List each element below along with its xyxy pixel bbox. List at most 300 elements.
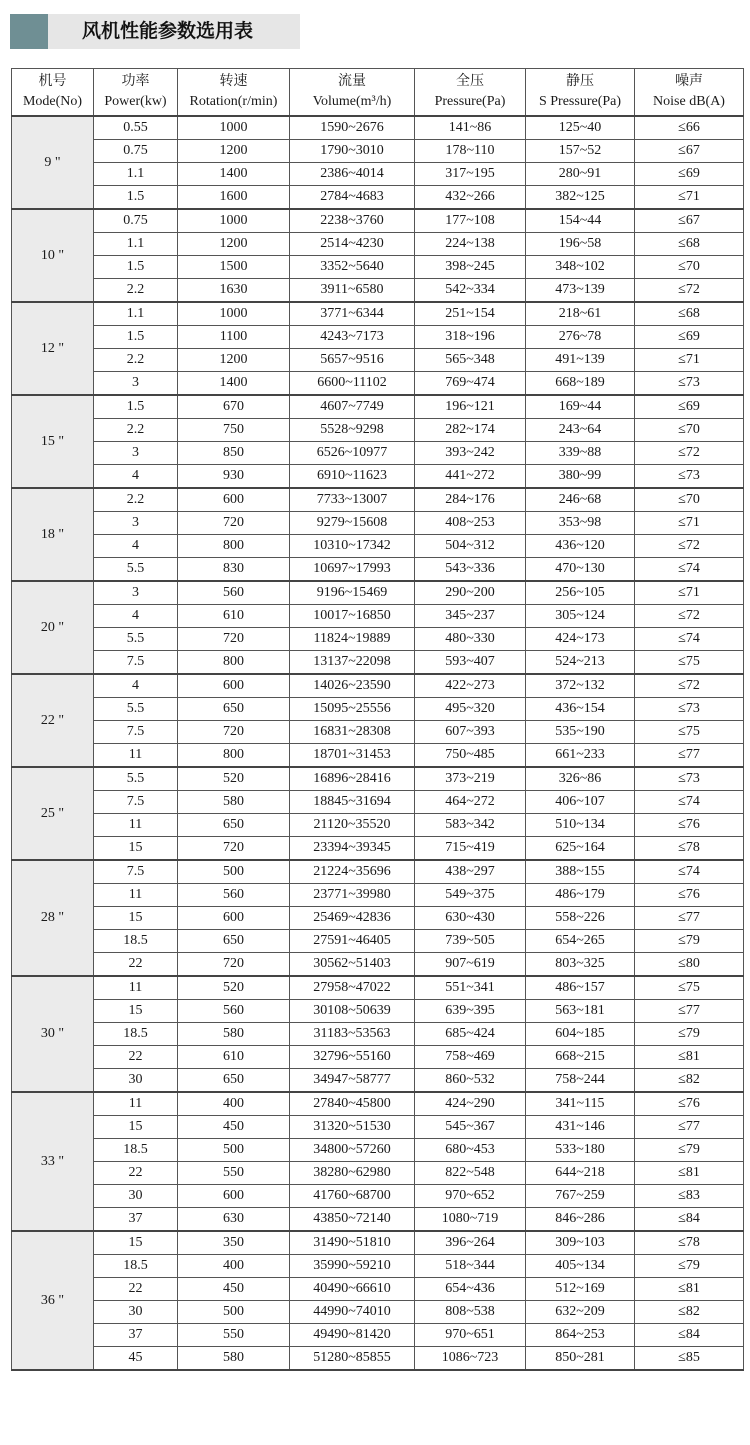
noise-cell: ≤78 (635, 837, 744, 861)
rotation-cell: 600 (178, 488, 290, 512)
table-row (12, 976, 744, 1000)
header-power-zh: 功率 (121, 74, 150, 89)
static-pressure-cell: 218~61 (526, 302, 635, 326)
pressure-cell: 565~348 (415, 349, 526, 372)
pressure-cell: 438~297 (415, 860, 526, 884)
volume-cell: 2514~4230 (290, 233, 415, 256)
table-row (12, 767, 744, 791)
static-pressure-cell: 305~124 (526, 605, 635, 628)
table-row (12, 698, 744, 721)
power-cell: 11 (94, 1092, 178, 1116)
pressure-cell: 480~330 (415, 628, 526, 651)
power-cell: 1.1 (94, 163, 178, 186)
table-row (12, 674, 744, 698)
power-cell: 2.2 (94, 279, 178, 303)
power-cell: 30 (94, 1069, 178, 1093)
power-cell: 37 (94, 1324, 178, 1347)
rotation-cell: 720 (178, 512, 290, 535)
volume-cell: 43850~72140 (290, 1208, 415, 1232)
noise-cell: ≤82 (635, 1301, 744, 1324)
static-pressure-cell: 486~157 (526, 976, 635, 1000)
volume-cell: 16831~28308 (290, 721, 415, 744)
power-cell: 0.75 (94, 209, 178, 233)
table-row (12, 419, 744, 442)
volume-cell: 35990~59210 (290, 1255, 415, 1278)
power-cell: 11 (94, 814, 178, 837)
static-pressure-cell: 625~164 (526, 837, 635, 861)
table-row (12, 1162, 744, 1185)
model-cell: 33 " (12, 1092, 94, 1231)
model-cell: 36 " (12, 1231, 94, 1370)
table-row (12, 1185, 744, 1208)
volume-cell: 51280~85855 (290, 1347, 415, 1371)
header-static-pressure-en: S Pressure(Pa) (538, 94, 622, 109)
static-pressure-cell: 846~286 (526, 1208, 635, 1232)
pressure-cell: 822~548 (415, 1162, 526, 1185)
static-pressure-cell: 125~40 (526, 116, 635, 140)
table-row (12, 279, 744, 303)
static-pressure-cell: 604~185 (526, 1023, 635, 1046)
rotation-cell: 400 (178, 1255, 290, 1278)
table-row (12, 233, 744, 256)
pressure-cell: 318~196 (415, 326, 526, 349)
rotation-cell: 650 (178, 698, 290, 721)
noise-cell: ≤79 (635, 1139, 744, 1162)
pressure-cell: 464~272 (415, 791, 526, 814)
power-cell: 11 (94, 976, 178, 1000)
power-cell: 15 (94, 907, 178, 930)
pressure-cell: 422~273 (415, 674, 526, 698)
rotation-cell: 800 (178, 651, 290, 675)
power-cell: 15 (94, 1000, 178, 1023)
static-pressure-cell: 563~181 (526, 1000, 635, 1023)
pressure-cell: 630~430 (415, 907, 526, 930)
table-row (12, 1255, 744, 1278)
power-cell: 3 (94, 372, 178, 396)
power-cell: 45 (94, 1347, 178, 1371)
static-pressure-cell: 348~102 (526, 256, 635, 279)
power-cell: 15 (94, 1231, 178, 1255)
noise-cell: ≤73 (635, 372, 744, 396)
table-row (12, 791, 744, 814)
noise-cell: ≤71 (635, 186, 744, 210)
noise-cell: ≤81 (635, 1046, 744, 1069)
volume-cell: 16896~28416 (290, 767, 415, 791)
table-row (12, 256, 744, 279)
header-volume-en: Volume(m³/h) (312, 94, 392, 109)
rotation-cell: 610 (178, 1046, 290, 1069)
rotation-cell: 650 (178, 930, 290, 953)
rotation-cell: 670 (178, 395, 290, 419)
noise-cell: ≤84 (635, 1324, 744, 1347)
static-pressure-cell: 256~105 (526, 581, 635, 605)
noise-cell: ≤77 (635, 907, 744, 930)
volume-cell: 3911~6580 (290, 279, 415, 303)
noise-cell: ≤79 (635, 1255, 744, 1278)
static-pressure-cell: 767~259 (526, 1185, 635, 1208)
volume-cell: 30562~51403 (290, 953, 415, 977)
noise-cell: ≤72 (635, 442, 744, 465)
table-row (12, 209, 744, 233)
table-row (12, 744, 744, 768)
rotation-cell: 1600 (178, 186, 290, 210)
noise-cell: ≤79 (635, 930, 744, 953)
power-cell: 37 (94, 1208, 178, 1232)
pressure-cell: 543~336 (415, 558, 526, 582)
header-volume-zh: 流量 (338, 74, 366, 89)
static-pressure-cell: 280~91 (526, 163, 635, 186)
volume-cell: 9196~15469 (290, 581, 415, 605)
rotation-cell: 610 (178, 605, 290, 628)
volume-cell: 21120~35520 (290, 814, 415, 837)
title-bar (10, 14, 300, 49)
rotation-cell: 630 (178, 1208, 290, 1232)
static-pressure-cell: 654~265 (526, 930, 635, 953)
table-row (12, 395, 744, 419)
rotation-cell: 600 (178, 907, 290, 930)
pressure-cell: 542~334 (415, 279, 526, 303)
header-pressure (415, 69, 526, 117)
power-cell: 18.5 (94, 1255, 178, 1278)
table-row (12, 628, 744, 651)
pressure-cell: 593~407 (415, 651, 526, 675)
noise-cell: ≤73 (635, 698, 744, 721)
rotation-cell: 1200 (178, 140, 290, 163)
pressure-cell: 396~264 (415, 1231, 526, 1255)
model-cell: 22 " (12, 674, 94, 767)
pressure-cell: 290~200 (415, 581, 526, 605)
header-noise-zh: 噪声 (675, 74, 703, 89)
static-pressure-cell: 632~209 (526, 1301, 635, 1324)
table-row (12, 1301, 744, 1324)
pressure-cell: 551~341 (415, 976, 526, 1000)
static-pressure-cell: 353~98 (526, 512, 635, 535)
pressure-cell: 282~174 (415, 419, 526, 442)
pressure-cell: 639~395 (415, 1000, 526, 1023)
table-row (12, 488, 744, 512)
volume-cell: 40490~66610 (290, 1278, 415, 1301)
table-row (12, 930, 744, 953)
model-cell: 18 " (12, 488, 94, 581)
power-cell: 3 (94, 512, 178, 535)
noise-cell: ≤70 (635, 488, 744, 512)
model-cell: 28 " (12, 860, 94, 976)
static-pressure-cell: 512~169 (526, 1278, 635, 1301)
rotation-cell: 720 (178, 837, 290, 861)
volume-cell: 27591~46405 (290, 930, 415, 953)
header-power (94, 69, 178, 117)
rotation-cell: 500 (178, 1301, 290, 1324)
volume-cell: 5528~9298 (290, 419, 415, 442)
volume-cell: 31490~51810 (290, 1231, 415, 1255)
model-group (12, 674, 744, 767)
table-row (12, 953, 744, 977)
pressure-cell: 654~436 (415, 1278, 526, 1301)
rotation-cell: 450 (178, 1116, 290, 1139)
pressure-cell: 549~375 (415, 884, 526, 907)
table-row (12, 535, 744, 558)
table-row (12, 558, 744, 582)
pressure-cell: 808~538 (415, 1301, 526, 1324)
table-row (12, 326, 744, 349)
pressure-cell: 739~505 (415, 930, 526, 953)
power-cell: 2.2 (94, 488, 178, 512)
noise-cell: ≤75 (635, 651, 744, 675)
power-cell: 18.5 (94, 1023, 178, 1046)
volume-cell: 2238~3760 (290, 209, 415, 233)
noise-cell: ≤71 (635, 349, 744, 372)
volume-cell: 5657~9516 (290, 349, 415, 372)
table-row (12, 1347, 744, 1371)
volume-cell: 31183~53563 (290, 1023, 415, 1046)
static-pressure-cell: 473~139 (526, 279, 635, 303)
model-cell: 30 " (12, 976, 94, 1092)
power-cell: 5.5 (94, 628, 178, 651)
rotation-cell: 500 (178, 1139, 290, 1162)
volume-cell: 23771~39980 (290, 884, 415, 907)
header-volume (290, 69, 415, 117)
header-rotation (178, 69, 290, 117)
power-cell: 1.1 (94, 233, 178, 256)
volume-cell: 4607~7749 (290, 395, 415, 419)
header-noise-en: Noise dB(A) (653, 94, 725, 109)
volume-cell: 49490~81420 (290, 1324, 415, 1347)
rotation-cell: 580 (178, 1023, 290, 1046)
rotation-cell: 720 (178, 628, 290, 651)
volume-cell: 27958~47022 (290, 976, 415, 1000)
model-group (12, 116, 744, 209)
power-cell: 18.5 (94, 930, 178, 953)
pressure-cell: 345~237 (415, 605, 526, 628)
static-pressure-cell: 850~281 (526, 1347, 635, 1371)
static-pressure-cell: 668~215 (526, 1046, 635, 1069)
pressure-cell: 545~367 (415, 1116, 526, 1139)
table-row (12, 442, 744, 465)
pressure-cell: 970~652 (415, 1185, 526, 1208)
table-row (12, 860, 744, 884)
noise-cell: ≤73 (635, 767, 744, 791)
model-group (12, 1231, 744, 1370)
power-cell: 2.2 (94, 419, 178, 442)
pressure-cell: 495~320 (415, 698, 526, 721)
noise-cell: ≤68 (635, 302, 744, 326)
pressure-cell: 715~419 (415, 837, 526, 861)
table-row (12, 140, 744, 163)
static-pressure-cell: 661~233 (526, 744, 635, 768)
power-cell: 7.5 (94, 721, 178, 744)
static-pressure-cell: 758~244 (526, 1069, 635, 1093)
static-pressure-cell: 380~99 (526, 465, 635, 489)
power-cell: 3 (94, 581, 178, 605)
noise-cell: ≤69 (635, 326, 744, 349)
static-pressure-cell: 326~86 (526, 767, 635, 791)
rotation-cell: 560 (178, 581, 290, 605)
pressure-cell: 860~532 (415, 1069, 526, 1093)
static-pressure-cell: 535~190 (526, 721, 635, 744)
pressure-cell: 408~253 (415, 512, 526, 535)
model-group (12, 488, 744, 581)
rotation-cell: 500 (178, 860, 290, 884)
rotation-cell: 850 (178, 442, 290, 465)
noise-cell: ≤72 (635, 535, 744, 558)
pressure-cell: 284~176 (415, 488, 526, 512)
static-pressure-cell: 196~58 (526, 233, 635, 256)
rotation-cell: 350 (178, 1231, 290, 1255)
table-row (12, 605, 744, 628)
model-cell: 12 " (12, 302, 94, 395)
noise-cell: ≤83 (635, 1185, 744, 1208)
volume-cell: 4243~7173 (290, 326, 415, 349)
power-cell: 4 (94, 465, 178, 489)
noise-cell: ≤77 (635, 1000, 744, 1023)
volume-cell: 23394~39345 (290, 837, 415, 861)
power-cell: 11 (94, 884, 178, 907)
static-pressure-cell: 406~107 (526, 791, 635, 814)
noise-cell: ≤70 (635, 419, 744, 442)
static-pressure-cell: 276~78 (526, 326, 635, 349)
pressure-cell: 251~154 (415, 302, 526, 326)
noise-cell: ≤74 (635, 791, 744, 814)
rotation-cell: 400 (178, 1092, 290, 1116)
model-group (12, 581, 744, 674)
power-cell: 0.55 (94, 116, 178, 140)
static-pressure-cell: 372~132 (526, 674, 635, 698)
model-cell: 9 " (12, 116, 94, 209)
noise-cell: ≤75 (635, 976, 744, 1000)
table-row (12, 721, 744, 744)
noise-cell: ≤67 (635, 209, 744, 233)
noise-cell: ≤79 (635, 1023, 744, 1046)
table-row (12, 465, 744, 489)
noise-cell: ≤74 (635, 628, 744, 651)
volume-cell: 7733~13007 (290, 488, 415, 512)
rotation-cell: 1000 (178, 302, 290, 326)
pressure-cell: 685~424 (415, 1023, 526, 1046)
volume-cell: 21224~35696 (290, 860, 415, 884)
noise-cell: ≤72 (635, 605, 744, 628)
page-title: 风机性能参数选用表 (82, 20, 254, 42)
power-cell: 4 (94, 535, 178, 558)
noise-cell: ≤78 (635, 1231, 744, 1255)
static-pressure-cell: 436~154 (526, 698, 635, 721)
header-rotation-en: Rotation(r/min) (189, 94, 278, 109)
noise-cell: ≤85 (635, 1347, 744, 1371)
rotation-cell: 550 (178, 1162, 290, 1185)
static-pressure-cell: 382~125 (526, 186, 635, 210)
rotation-cell: 930 (178, 465, 290, 489)
rotation-cell: 550 (178, 1324, 290, 1347)
table-row (12, 1116, 744, 1139)
rotation-cell: 830 (178, 558, 290, 582)
rotation-cell: 560 (178, 1000, 290, 1023)
pressure-cell: 583~342 (415, 814, 526, 837)
rotation-cell: 800 (178, 535, 290, 558)
static-pressure-cell: 533~180 (526, 1139, 635, 1162)
rotation-cell: 1200 (178, 349, 290, 372)
volume-cell: 30108~50639 (290, 1000, 415, 1023)
rotation-cell: 520 (178, 767, 290, 791)
pressure-cell: 504~312 (415, 535, 526, 558)
static-pressure-cell: 154~44 (526, 209, 635, 233)
noise-cell: ≤71 (635, 581, 744, 605)
noise-cell: ≤74 (635, 860, 744, 884)
noise-cell: ≤76 (635, 814, 744, 837)
model-group (12, 1092, 744, 1231)
static-pressure-cell: 668~189 (526, 372, 635, 396)
power-cell: 1.5 (94, 256, 178, 279)
model-cell: 10 " (12, 209, 94, 302)
header-model (12, 69, 94, 117)
rotation-cell: 1400 (178, 163, 290, 186)
pressure-cell: 518~344 (415, 1255, 526, 1278)
power-cell: 1.1 (94, 302, 178, 326)
static-pressure-cell: 436~120 (526, 535, 635, 558)
power-cell: 1.5 (94, 326, 178, 349)
pressure-cell: 178~110 (415, 140, 526, 163)
header-model-en: Mode(No) (22, 94, 83, 109)
power-cell: 15 (94, 837, 178, 861)
table-row (12, 163, 744, 186)
volume-cell: 18701~31453 (290, 744, 415, 768)
table-row (12, 1000, 744, 1023)
volume-cell: 10310~17342 (290, 535, 415, 558)
volume-cell: 14026~23590 (290, 674, 415, 698)
model-group (12, 395, 744, 488)
pressure-cell: 607~393 (415, 721, 526, 744)
static-pressure-cell: 243~64 (526, 419, 635, 442)
power-cell: 7.5 (94, 791, 178, 814)
table-row (12, 581, 744, 605)
pressure-cell: 424~290 (415, 1092, 526, 1116)
table-row (12, 1208, 744, 1232)
table-row (12, 349, 744, 372)
pressure-cell: 141~86 (415, 116, 526, 140)
static-pressure-cell: 341~115 (526, 1092, 635, 1116)
static-pressure-cell: 424~173 (526, 628, 635, 651)
static-pressure-cell: 339~88 (526, 442, 635, 465)
power-cell: 1.5 (94, 395, 178, 419)
power-cell: 22 (94, 1278, 178, 1301)
power-cell: 15 (94, 1116, 178, 1139)
rotation-cell: 1400 (178, 372, 290, 396)
volume-cell: 15095~25556 (290, 698, 415, 721)
pressure-cell: 432~266 (415, 186, 526, 210)
rotation-cell: 600 (178, 674, 290, 698)
volume-cell: 44990~74010 (290, 1301, 415, 1324)
power-cell: 3 (94, 442, 178, 465)
noise-cell: ≤69 (635, 163, 744, 186)
table-row (12, 1046, 744, 1069)
pressure-cell: 398~245 (415, 256, 526, 279)
volume-cell: 32796~55160 (290, 1046, 415, 1069)
volume-cell: 2386~4014 (290, 163, 415, 186)
static-pressure-cell: 157~52 (526, 140, 635, 163)
pressure-cell: 758~469 (415, 1046, 526, 1069)
noise-cell: ≤71 (635, 512, 744, 535)
header-pressure-zh: 全压 (456, 74, 484, 89)
table-row (12, 1092, 744, 1116)
volume-cell: 25469~42836 (290, 907, 415, 930)
static-pressure-cell: 246~68 (526, 488, 635, 512)
table-row (12, 884, 744, 907)
volume-cell: 3771~6344 (290, 302, 415, 326)
static-pressure-cell: 864~253 (526, 1324, 635, 1347)
header-rotation-zh: 转速 (219, 74, 248, 89)
power-cell: 4 (94, 605, 178, 628)
noise-cell: ≤81 (635, 1162, 744, 1185)
noise-cell: ≤82 (635, 1069, 744, 1093)
noise-cell: ≤74 (635, 558, 744, 582)
